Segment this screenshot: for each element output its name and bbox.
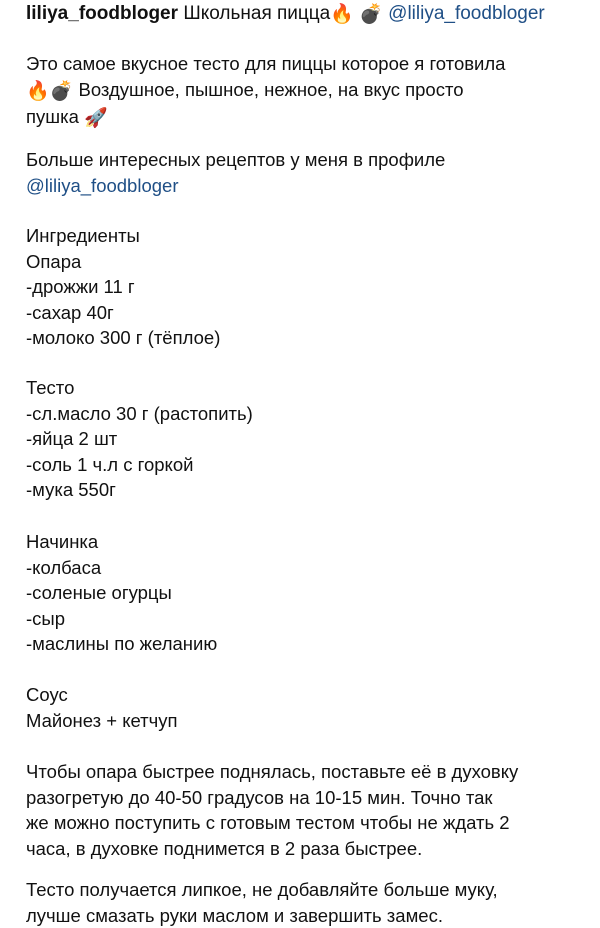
dough-heading: Тесто	[26, 375, 586, 401]
tips-line: разогретую до 40-50 градусов на 10-15 мин. Точно так	[26, 785, 586, 811]
ingredient-item: -дрожжи 11 г	[26, 274, 586, 300]
ingredient-item: -сыр	[26, 606, 586, 632]
profile-mention-link[interactable]: @liliya_foodbloger	[26, 173, 586, 199]
dough-section	[26, 375, 586, 503]
tips-paragraph-2	[26, 877, 586, 928]
ingredient-item: -мука 550г	[26, 477, 586, 503]
sauce-section	[26, 682, 586, 733]
ingredient-item: -молоко 300 г (тёплое)	[26, 325, 586, 351]
promo-line: Больше интересных рецептов у меня в профиле	[26, 147, 586, 173]
sauce-text: Майонез + кетчуп	[26, 708, 586, 734]
fire-icon: 🔥	[26, 79, 50, 105]
ingredient-item: -сл.масло 30 г (растопить)	[26, 401, 586, 427]
intro-line	[26, 104, 586, 132]
post-title: Школьная пицца	[183, 3, 330, 24]
tips-paragraph-1	[26, 759, 586, 861]
ingredient-item: -колбаса	[26, 555, 586, 581]
rocket-icon: 🚀	[84, 106, 108, 132]
bomb-icon: 💣	[359, 2, 383, 26]
promo-text	[26, 147, 586, 198]
intro-line-text: пушка	[26, 106, 79, 127]
filling-heading: Начинка	[26, 529, 586, 555]
ingredients-section	[26, 223, 586, 351]
bomb-icon: 💣	[50, 79, 74, 105]
caption-header	[26, 2, 586, 26]
ingredient-item: -маслины по желанию	[26, 631, 586, 657]
filling-section	[26, 529, 586, 657]
ingredient-item: -соленые огурцы	[26, 580, 586, 606]
intro-line	[26, 77, 586, 105]
tips-line: часа, в духовке поднимется в 2 раза быстрее.	[26, 836, 586, 862]
intro-text	[26, 51, 586, 132]
fire-icon: 🔥	[330, 2, 354, 26]
intro-line-text: Воздушное, пышное, нежное, на вкус просто	[78, 79, 463, 100]
tips-line: же можно поступить с готовым тестом чтобы не ждать 2	[26, 810, 586, 836]
ingredients-heading: Ингредиенты	[26, 223, 586, 249]
username-link[interactable]: liliya_foodbloger	[26, 3, 178, 24]
intro-line: Это самое вкусное тесто для пиццы которое я готовила	[26, 51, 586, 77]
tips-line: лучше смазать руки маслом и завершить замес.	[26, 903, 586, 928]
ingredient-item: -яйца 2 шт	[26, 426, 586, 452]
mention-link[interactable]: @liliya_foodbloger	[388, 3, 545, 24]
ingredient-item: -соль 1 ч.л с горкой	[26, 452, 586, 478]
opara-heading: Опара	[26, 249, 586, 275]
tips-line: Тесто получается липкое, не добавляйте больше муку,	[26, 877, 586, 903]
ingredient-item: -сахар 40г	[26, 300, 586, 326]
sauce-heading: Соус	[26, 682, 586, 708]
tips-line: Чтобы опара быстрее поднялась, поставьте её в духовку	[26, 759, 586, 785]
